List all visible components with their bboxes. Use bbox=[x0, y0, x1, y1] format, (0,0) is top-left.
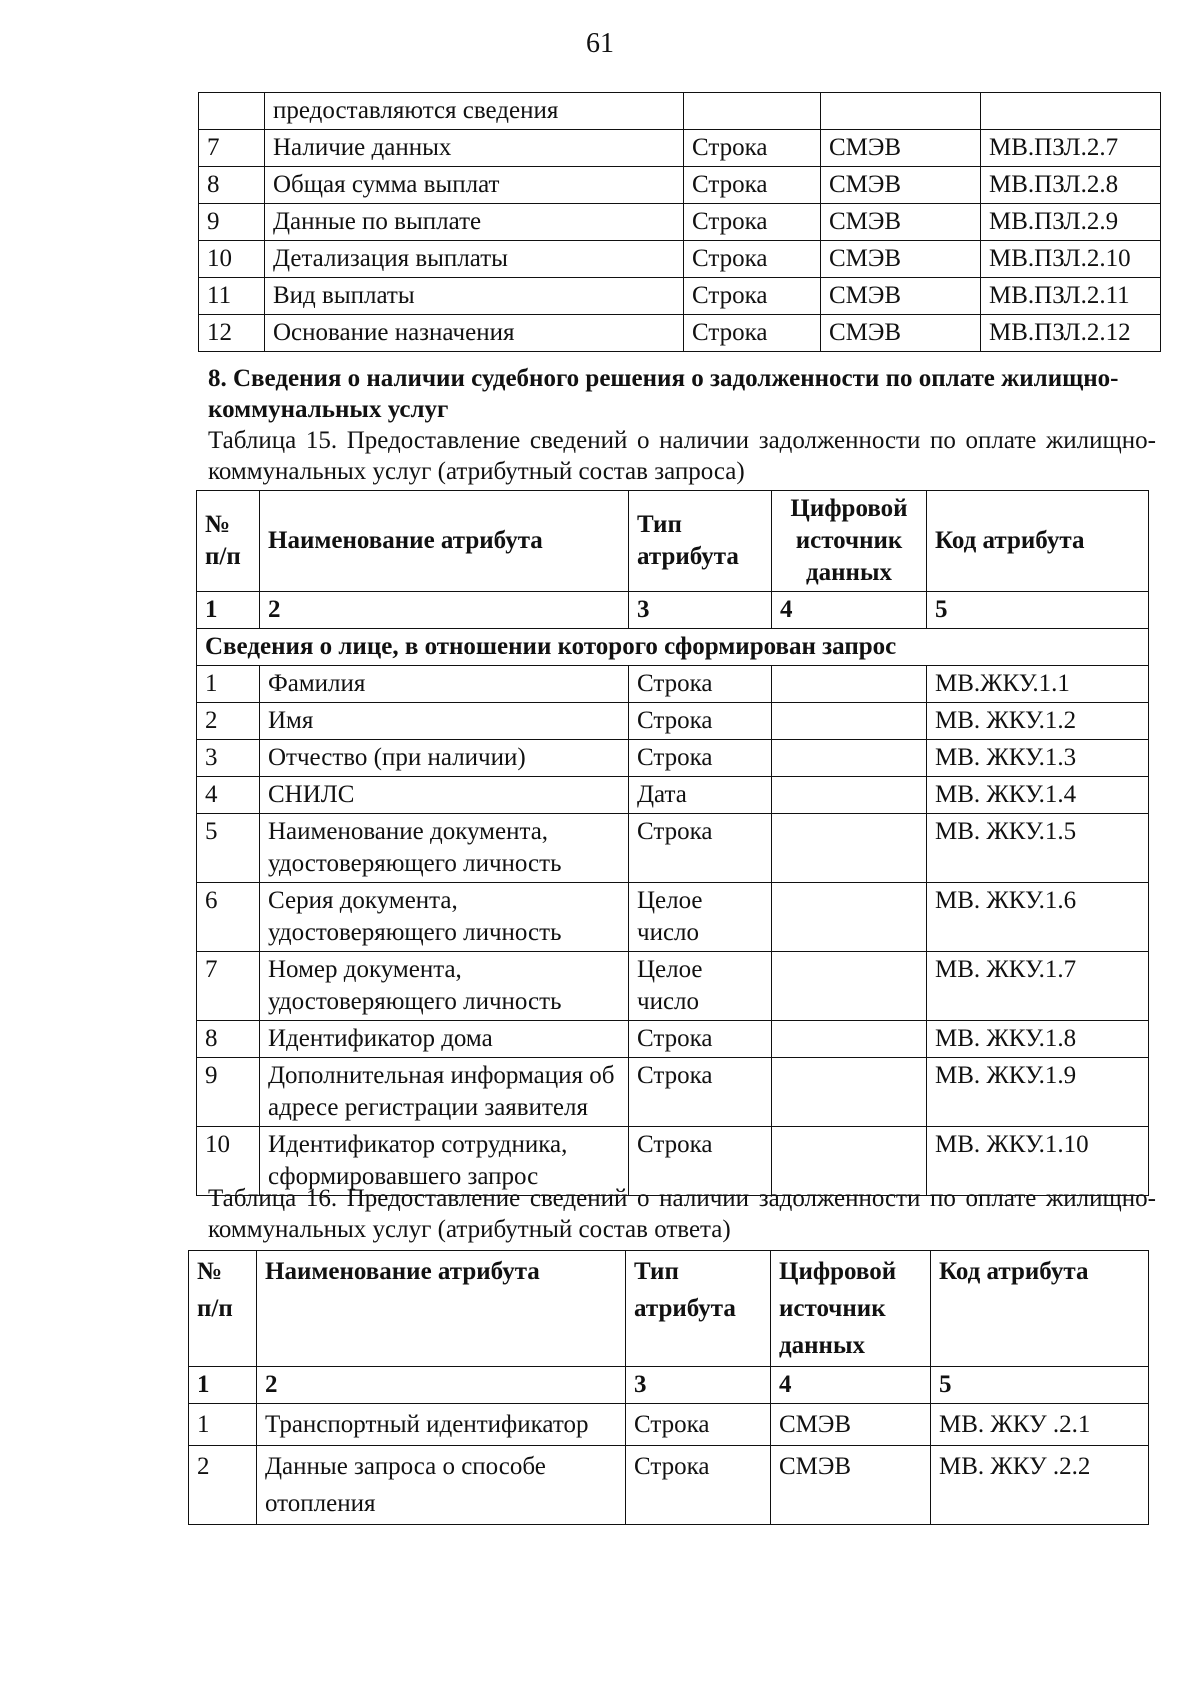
table-top-row-num: 12 bbox=[199, 315, 265, 352]
table15-group-row bbox=[197, 629, 1149, 666]
table-top-row-code bbox=[981, 93, 1161, 130]
table15-row-type: Строка bbox=[629, 814, 772, 883]
table-top-row-code: МВ.ПЗЛ.2.8 bbox=[981, 167, 1161, 204]
table15-row-type: Строка bbox=[629, 666, 772, 703]
table15-row-type: Строка bbox=[629, 1127, 772, 1196]
table15-row-code: МВ. ЖКУ.1.9 bbox=[927, 1058, 1149, 1127]
table16-row-name: Транспортный идентификатор bbox=[257, 1404, 626, 1446]
table15-row-type: Строка bbox=[629, 1058, 772, 1127]
table15-row-type: Целое число bbox=[629, 883, 772, 952]
table15-header-type: Тип атрибута bbox=[629, 491, 772, 592]
table16-colnum: 4 bbox=[771, 1367, 931, 1404]
table16-header-source: Цифровой источник данных bbox=[771, 1251, 931, 1367]
table15-row-source bbox=[772, 1058, 927, 1127]
table15-row-name: Идентификатор дома bbox=[260, 1021, 629, 1058]
table16-colnum: 3 bbox=[626, 1367, 771, 1404]
table-top-row-num: 7 bbox=[199, 130, 265, 167]
table15 bbox=[196, 490, 1149, 1196]
table-top-row-name: Общая сумма выплат bbox=[265, 167, 684, 204]
table15-row-name: Номер документа, удостоверяющего личность bbox=[260, 952, 629, 1021]
table15-row-code: МВ.ЖКУ.1.1 bbox=[927, 666, 1149, 703]
table15-row-type: Строка bbox=[629, 703, 772, 740]
table15-row-source bbox=[772, 666, 927, 703]
table15-row-source bbox=[772, 777, 927, 814]
table-top-row bbox=[199, 278, 1161, 315]
table15-colnum: 1 bbox=[197, 592, 260, 629]
table15-row bbox=[197, 952, 1149, 1021]
table-top-row-source bbox=[821, 93, 981, 130]
table15-row-source bbox=[772, 883, 927, 952]
table16-colnum: 5 bbox=[931, 1367, 1149, 1404]
table15-row-code: МВ. ЖКУ.1.7 bbox=[927, 952, 1149, 1021]
table15-row-type: Целое число bbox=[629, 952, 772, 1021]
table16-colnum: 2 bbox=[257, 1367, 626, 1404]
table15-row bbox=[197, 777, 1149, 814]
table15-row-source bbox=[772, 1021, 927, 1058]
table-top-row-type: Строка bbox=[684, 130, 821, 167]
table15-row-code: МВ. ЖКУ.1.3 bbox=[927, 740, 1149, 777]
table-top-row-type: Строка bbox=[684, 315, 821, 352]
table15-row-code: МВ. ЖКУ.1.4 bbox=[927, 777, 1149, 814]
table16-row-num: 2 bbox=[189, 1446, 257, 1525]
table-top-continuation bbox=[198, 92, 1161, 352]
table15-group-title: Сведения о лице, в отношении которого сформирован запрос bbox=[197, 629, 1149, 666]
table15-colnum: 4 bbox=[772, 592, 927, 629]
table16-header-code: Код атрибута bbox=[931, 1251, 1149, 1367]
table-top-row-code: МВ.ПЗЛ.2.12 bbox=[981, 315, 1161, 352]
section8-heading: 8. Сведения о наличии судебного решения о задолженности по оплате жилищно-коммунальных услуг bbox=[208, 365, 1119, 423]
table16-row-type: Строка bbox=[626, 1404, 771, 1446]
table15-row-num: 1 bbox=[197, 666, 260, 703]
table15-colnum: 2 bbox=[260, 592, 629, 629]
table-top-row-source: СМЭВ bbox=[821, 315, 981, 352]
table-top-row bbox=[199, 167, 1161, 204]
table15-row-source bbox=[772, 740, 927, 777]
table15-row-num: 6 bbox=[197, 883, 260, 952]
table-top-row-code: МВ.ПЗЛ.2.7 bbox=[981, 130, 1161, 167]
table-top-row-name: Детализация выплаты bbox=[265, 241, 684, 278]
table16-row-source: СМЭВ bbox=[771, 1404, 931, 1446]
table15-row-num: 5 bbox=[197, 814, 260, 883]
table-top-row-source: СМЭВ bbox=[821, 241, 981, 278]
table15-row-type: Дата bbox=[629, 777, 772, 814]
table15-colnum-row bbox=[197, 592, 1149, 629]
table15-row-source bbox=[772, 952, 927, 1021]
table15-row-name: Идентификатор сотрудника, сформировавшего запрос bbox=[260, 1127, 629, 1196]
table15-row-name: Фамилия bbox=[260, 666, 629, 703]
table-top-row-num: 8 bbox=[199, 167, 265, 204]
table-top-row-name: Вид выплаты bbox=[265, 278, 684, 315]
table-top-row-name: Основание назначения bbox=[265, 315, 684, 352]
table15-row-name: Наименование документа, удостоверяющего личность bbox=[260, 814, 629, 883]
table16-row-num: 1 bbox=[189, 1404, 257, 1446]
table15-colnum: 5 bbox=[927, 592, 1149, 629]
table15-row-name: Отчество (при наличии) bbox=[260, 740, 629, 777]
table-top-row-name: предоставляются сведения bbox=[265, 93, 684, 130]
table-top-row-type bbox=[684, 93, 821, 130]
table16-header-type: Тип атрибута bbox=[626, 1251, 771, 1367]
table15-row bbox=[197, 814, 1149, 883]
table15-row-code: МВ. ЖКУ.1.5 bbox=[927, 814, 1149, 883]
table-top-row-source: СМЭВ bbox=[821, 130, 981, 167]
table16-header-row bbox=[189, 1251, 1149, 1367]
table15-row-num: 10 bbox=[197, 1127, 260, 1196]
table-top-row-source: СМЭВ bbox=[821, 278, 981, 315]
table-top-row bbox=[199, 315, 1161, 352]
table-top-row bbox=[199, 241, 1161, 278]
table15-row-code: МВ. ЖКУ.1.10 bbox=[927, 1127, 1149, 1196]
table16-row-source: СМЭВ bbox=[771, 1446, 931, 1525]
table15-row-num: 8 bbox=[197, 1021, 260, 1058]
table-top-row bbox=[199, 204, 1161, 241]
table-top-row-code: МВ.ПЗЛ.2.9 bbox=[981, 204, 1161, 241]
table15-caption: Таблица 15. Предоставление сведений о наличии задолженности по оплате жилищно-коммунальных услуг (атрибутный состав запроса) bbox=[208, 427, 1156, 485]
table15-row-source bbox=[772, 703, 927, 740]
table16-header-num: № п/п bbox=[189, 1251, 257, 1367]
table16-header-name: Наименование атрибута bbox=[257, 1251, 626, 1367]
table15-row-num: 9 bbox=[197, 1058, 260, 1127]
table15-row-name: СНИЛС bbox=[260, 777, 629, 814]
table-top-row-type: Строка bbox=[684, 241, 821, 278]
table-top-row-type: Строка bbox=[684, 204, 821, 241]
table-top-row-code: МВ.ПЗЛ.2.11 bbox=[981, 278, 1161, 315]
table15-row-name: Серия документа, удостоверяющего личность bbox=[260, 883, 629, 952]
table-top-row-type: Строка bbox=[684, 278, 821, 315]
table15-colnum: 3 bbox=[629, 592, 772, 629]
table15-row-code: МВ. ЖКУ.1.8 bbox=[927, 1021, 1149, 1058]
table15-row-name: Дополнительная информация об адресе регистрации заявителя bbox=[260, 1058, 629, 1127]
table15-row bbox=[197, 740, 1149, 777]
table15-row bbox=[197, 1021, 1149, 1058]
table-top-row-source: СМЭВ bbox=[821, 204, 981, 241]
table-top-row-name: Данные по выплате bbox=[265, 204, 684, 241]
table15-row bbox=[197, 703, 1149, 740]
table15-row-name: Имя bbox=[260, 703, 629, 740]
table15-row bbox=[197, 883, 1149, 952]
table15-row-code: МВ. ЖКУ.1.6 bbox=[927, 883, 1149, 952]
table-top-row-source: СМЭВ bbox=[821, 167, 981, 204]
table-top-row-num: 9 bbox=[199, 204, 265, 241]
table16-row-name: Данные запроса о способе отопления bbox=[257, 1446, 626, 1525]
table15-row-num: 7 bbox=[197, 952, 260, 1021]
table16-row-type: Строка bbox=[626, 1446, 771, 1525]
table15-row-num: 2 bbox=[197, 703, 260, 740]
table15-header-name: Наименование атрибута bbox=[260, 491, 629, 592]
table16 bbox=[188, 1250, 1149, 1525]
table-top-row-num: 10 bbox=[199, 241, 265, 278]
table-top-row-num: 11 bbox=[199, 278, 265, 315]
table15-header-row bbox=[197, 491, 1149, 592]
table15-header-source: Цифровой источник данных bbox=[772, 491, 927, 592]
table16-colnum: 1 bbox=[189, 1367, 257, 1404]
table-top-row-name: Наличие данных bbox=[265, 130, 684, 167]
table15-row-code: МВ. ЖКУ.1.2 bbox=[927, 703, 1149, 740]
table16-row bbox=[189, 1446, 1149, 1525]
table-top-row-code: МВ.ПЗЛ.2.10 bbox=[981, 241, 1161, 278]
table16-caption: Таблица 16. Предоставление сведений о наличии задолженности по оплате жилищно-коммунальных услуг (атрибутный состав ответа) bbox=[208, 1185, 1156, 1243]
table16-row bbox=[189, 1404, 1149, 1446]
table16-colnum-row bbox=[189, 1367, 1149, 1404]
page-number: 61 bbox=[586, 28, 614, 59]
table15-header-code: Код атрибута bbox=[927, 491, 1149, 592]
table15-row-type: Строка bbox=[629, 740, 772, 777]
table16-row-code: МВ. ЖКУ .2.2 bbox=[931, 1446, 1149, 1525]
table15-row bbox=[197, 666, 1149, 703]
table15-row-num: 4 bbox=[197, 777, 260, 814]
table-top-row-num bbox=[199, 93, 265, 130]
table15-row-num: 3 bbox=[197, 740, 260, 777]
table15-row bbox=[197, 1058, 1149, 1127]
table15-row-type: Строка bbox=[629, 1021, 772, 1058]
table-top-row bbox=[199, 93, 1161, 130]
table16-row-code: МВ. ЖКУ .2.1 bbox=[931, 1404, 1149, 1446]
table-top-row-type: Строка bbox=[684, 167, 821, 204]
table15-header-num: № п/п bbox=[197, 491, 260, 592]
table-top-row bbox=[199, 130, 1161, 167]
table15-row-source bbox=[772, 814, 927, 883]
